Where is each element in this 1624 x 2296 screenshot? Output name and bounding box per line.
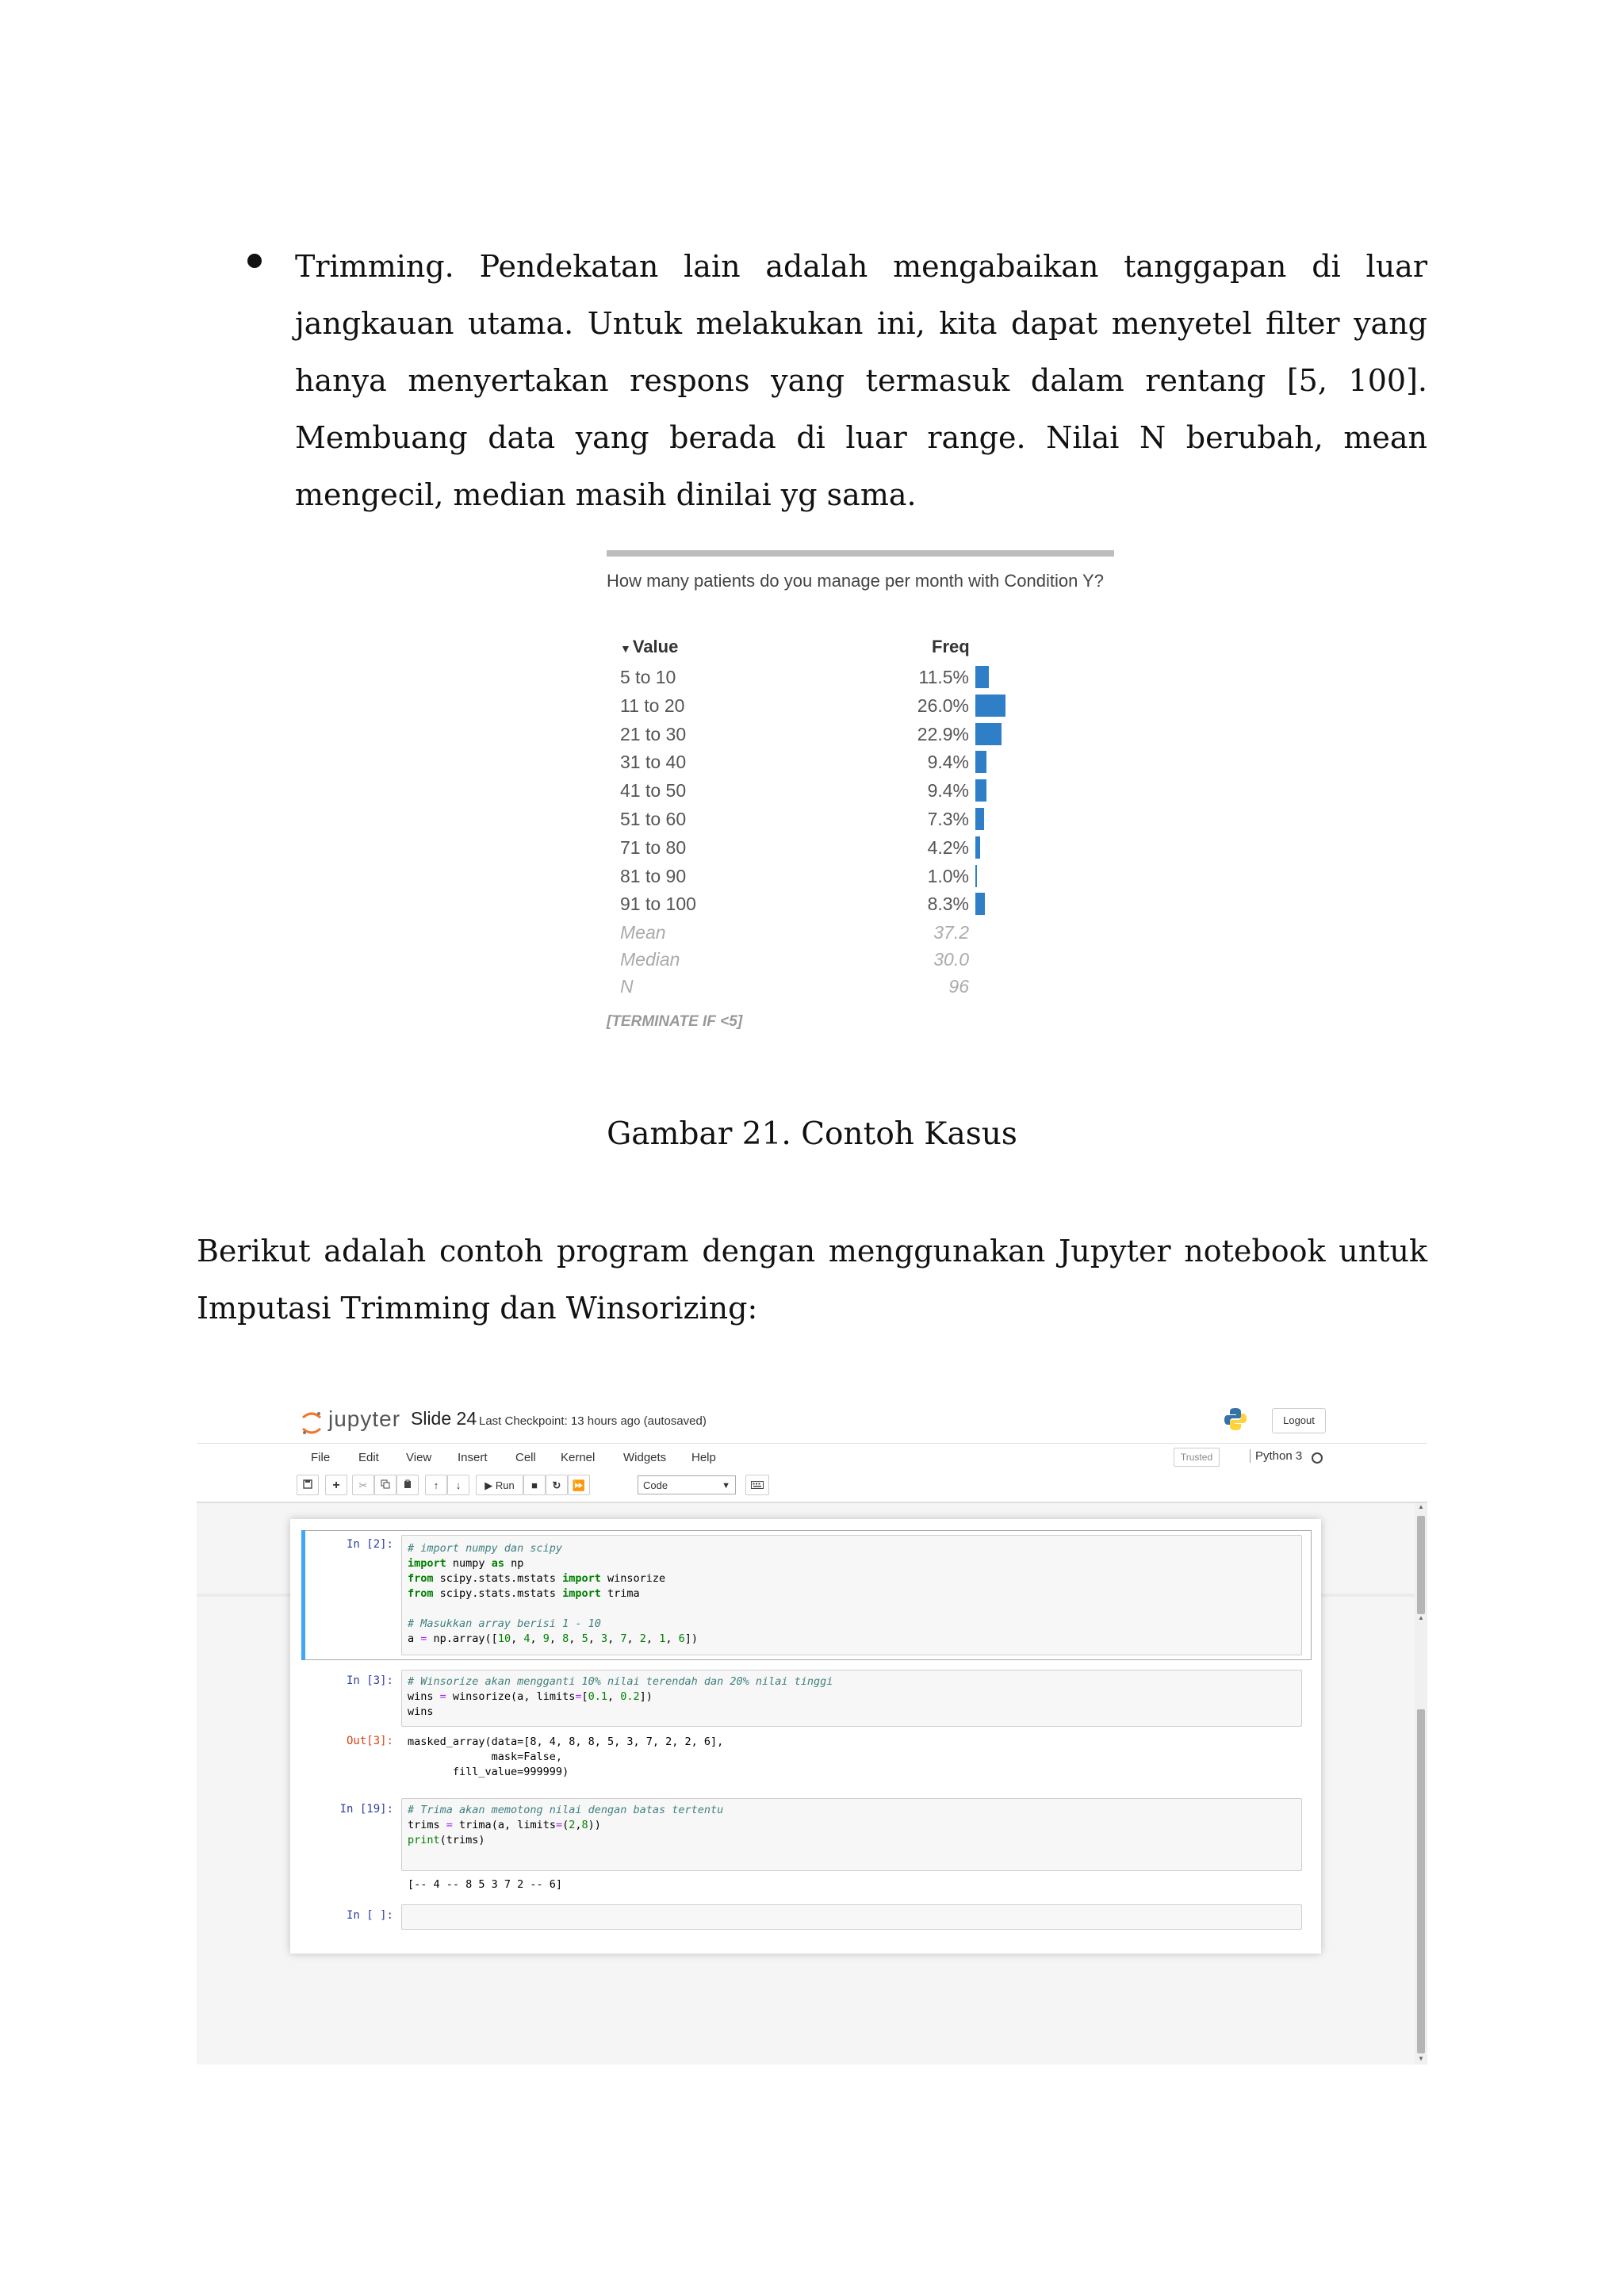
freq-bar [975,893,985,915]
code-line: a = np.array([10, 4, 9, 8, 5, 3, 7, 2, 1, 6]) [408,1632,698,1645]
freq-bar [975,723,1002,745]
intro-paragraph: Berikut adalah contoh program dengan menggunakan Jupyter notebook untuk Imputasi Trimming dan Winsorizing: [197,1234,1427,1326]
freq-bar [975,865,977,887]
freq-percent: 9.4% [927,752,969,773]
toolbar-divider [197,1502,1427,1503]
jupyter-arc-icon [301,1411,322,1435]
freq-percent: 8.3% [927,894,969,915]
summary-stat-row [603,945,1118,974]
scroll-up-arrow-icon[interactable]: ▲ [1418,1614,1424,1621]
code-line: import numpy as np [408,1557,524,1570]
output-prompt: Out[3]: [346,1735,393,1747]
trusted-badge[interactable]: Trusted [1174,1448,1220,1467]
code-line: from scipy.stats.mstats import winsorize [408,1572,666,1585]
frequency-row [603,805,1118,833]
code-line [408,1601,698,1617]
menu-view[interactable]: View [406,1451,432,1464]
range-label: 41 to 50 [620,780,687,802]
stat-label: Median [620,949,680,970]
stat-value: 30.0 [933,949,969,970]
input-prompt: In [3]: [346,1674,393,1687]
kernel-name: Python 3 [1250,1449,1302,1463]
keyboard-icon [751,1481,764,1489]
freq-percent: 11.5% [918,667,969,687]
menu-file[interactable]: File [311,1451,331,1464]
summary-stat-row [603,972,1118,1001]
interrupt-button[interactable] [523,1475,546,1495]
code-line: # Winsorize akan mengganti 10% nilai terendah dan 20% nilai tinggi [408,1675,833,1688]
range-label: 51 to 60 [620,809,687,829]
cell-output: masked_array(data=[8, 4, 8, 8, 5, 3, 7, 2, 2, 6], mask=False, fill_value=999999) [408,1735,724,1778]
vertical-scrollbar[interactable] [1415,1503,1427,2064]
restart-button[interactable] [546,1475,568,1495]
code-cell-winsorize[interactable] [290,1668,1321,1795]
stat-value: 96 [948,976,969,997]
scroll-up-arrow-icon[interactable]: ▲ [1418,1503,1424,1510]
figure-caption: Gambar 21. Contoh Kasus [607,1116,1017,1152]
code-line: wins = winsorize(a, limits=[0.1, 0.2]) [408,1690,653,1703]
run-button[interactable]: ▶ Run [476,1475,523,1495]
scrollbar-thumb-upper[interactable] [1417,1516,1425,1614]
save-button[interactable] [297,1475,319,1495]
range-label: 81 to 90 [620,865,687,886]
jupyter-wordmark: jupyter [328,1406,401,1431]
menu-kernel[interactable]: Kernel [561,1451,596,1464]
menu-widgets[interactable]: Widgets [623,1451,667,1464]
range-label: 31 to 40 [620,752,687,773]
sort-triangle-icon: ▼ [620,642,631,655]
frequency-row [603,776,1118,805]
freq-column-header: Freq [932,637,970,656]
command-palette-button[interactable] [745,1475,769,1495]
scrollbar-thumb[interactable] [1417,1709,1425,2053]
menu-bar [297,1445,1326,1471]
trimming-paragraph: Trimming. Pendekatan lain adalah mengabaikan tanggapan di luar jangkauan utama. Untuk melakukan ini, kita dapat menyetel filter yang hanya menyertakan respons yang termasuk dalam rentang [5, 100]. Membuang data yang berada di luar range. Nilai N berubah, mean mengecil, median masih dinilai yg sama. [295,249,1427,512]
input-prompt: In [2]: [346,1538,393,1551]
menu-cell[interactable]: Cell [515,1451,536,1464]
bullet-marker [247,254,262,268]
cut-button[interactable] [352,1475,374,1495]
scissors-icon: ✂ [358,1479,368,1491]
plus-icon: + [332,1479,340,1492]
code-cell-trima[interactable] [290,1797,1321,1892]
frequency-row [603,720,1118,748]
kernel-status-icon [1312,1452,1323,1464]
add-cell-button[interactable] [325,1475,347,1495]
code-cell-import[interactable] [290,1530,1321,1660]
notebook-title[interactable]: Slide 24 [411,1408,477,1429]
jupyter-screenshot [197,1395,1427,2064]
restart-run-all-button[interactable] [568,1475,590,1495]
cell-output: [-- 4 -- 8 5 3 7 2 -- 6] [408,1878,563,1891]
value-column-header[interactable]: ▼Value [620,637,679,656]
cell-type-select[interactable]: Code ▼ [638,1475,736,1494]
range-label: 11 to 20 [620,695,685,716]
frequency-row [603,890,1118,918]
copy-icon [381,1479,390,1489]
code-line: # Masukkan array berisi 1 - 10 [408,1617,601,1630]
code-line: # Trima akan memotong nilai dengan batas tertentu [408,1804,724,1816]
code-cell-empty[interactable] [290,1903,1321,1934]
arrow-down-icon: ↓ [455,1479,462,1491]
input-prompt: In [19]: [339,1803,393,1816]
range-label: 5 to 10 [620,667,676,687]
code-line: # import numpy dan scipy [408,1542,563,1555]
logout-button[interactable]: Logout [1272,1408,1326,1433]
frequency-row [603,748,1118,776]
survey-question: How many patients do you manage per month with Condition Y? [607,571,1104,591]
range-label: 21 to 30 [620,723,687,744]
terminate-note: [TERMINATE IF <5] [607,1013,743,1030]
range-label: 71 to 80 [620,836,687,858]
menu-insert[interactable]: Insert [458,1451,488,1464]
freq-bar [975,751,986,773]
move-up-button[interactable] [425,1475,447,1495]
code-line: from scipy.stats.mstats import trima [408,1587,640,1600]
freq-bar [975,695,1005,717]
checkpoint-status: Last Checkpoint: 13 hours ago (autosaved) [479,1414,707,1428]
freq-percent: 1.0% [927,865,969,886]
freq-percent: 7.3% [927,809,969,829]
header-divider [197,1443,1427,1444]
frequency-row [603,691,1118,720]
stat-value: 37.2 [933,922,969,943]
menu-edit[interactable]: Edit [358,1451,379,1464]
freq-percent: 26.0% [917,695,969,716]
input-prompt: In [ ]: [346,1909,393,1922]
code-line: print(trims) [408,1834,485,1846]
paste-button[interactable] [396,1475,419,1495]
freq-bar [975,836,980,859]
freq-bar [975,808,984,830]
freq-percent: 22.9% [917,723,969,744]
scroll-down-arrow-icon[interactable]: ▼ [1418,2055,1424,2062]
summary-stat-row [603,918,1118,947]
stop-icon: ■ [531,1479,538,1491]
jupyter-header [197,1395,1427,1503]
code-line: trims = trima(a, limits=(2,8)) [408,1819,601,1831]
code-text [408,1674,833,1720]
frequency-row [603,833,1118,862]
save-icon [303,1479,312,1489]
range-label: 91 to 100 [620,894,696,915]
move-down-button[interactable] [447,1475,469,1495]
freq-bar [975,666,989,688]
frequency-row [603,663,1118,691]
code-line: wins [408,1705,434,1718]
menu-help[interactable]: Help [691,1451,716,1464]
arrow-up-icon: ↑ [433,1479,439,1491]
frequency-row [603,862,1118,890]
copy-button[interactable] [374,1475,396,1495]
restart-icon: ↻ [552,1479,561,1491]
survey-figure [603,547,1118,1054]
freq-bar [975,779,986,802]
python-logo-icon [1223,1406,1248,1432]
stat-label: Mean [620,922,666,943]
freq-percent: 4.2% [927,836,969,858]
code-text [408,1541,698,1647]
code-input-area[interactable] [401,1904,1302,1930]
code-text [408,1803,723,1848]
stat-label: N [620,976,634,997]
fast-forward-icon: ⏩ [572,1479,586,1491]
freq-percent: 9.4% [927,780,969,802]
chevron-down-icon: ▼ [722,1481,730,1490]
figure-top-bar [607,550,1114,557]
paste-icon [403,1479,412,1489]
notebook-container [290,1519,1321,1954]
